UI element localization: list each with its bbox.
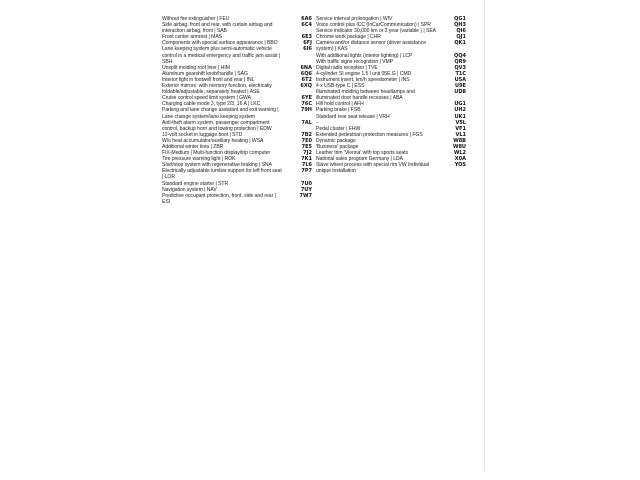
equipment-row (162, 168, 312, 180)
equipment-code: 6E3 (301, 34, 312, 41)
equipment-code: 7B2 (301, 131, 312, 138)
equipment-row (162, 193, 312, 205)
equipment-code: UH2 (454, 107, 466, 114)
equipment-code: 7UY (300, 186, 312, 193)
equipment-description: Extended pedestrian protection measures | FGS (316, 131, 423, 138)
equipment-code: 6T2 (301, 76, 312, 83)
equipment-row (316, 40, 466, 52)
equipment-description: Additional winter tires | ZBR (162, 143, 224, 150)
equipment-code: QG1 (454, 16, 466, 22)
equipment-description: Unsplit molding roof liner | HIM (162, 64, 230, 71)
equipment-code: VF1 (455, 125, 466, 132)
equipment-description: Leather trim 'Vienna' with top sports seats (316, 150, 409, 157)
equipment-description: Navigation system | NAV (162, 186, 217, 193)
equipment-code: 7K1 (301, 156, 312, 163)
equipment-code: 6I6 (303, 46, 312, 53)
equipment-code: 7E0 (301, 137, 312, 144)
equipment-description: Lane keeping system plus semi-automatic vehicle control in a medical emergency and traffic jam assist | SBH (162, 46, 281, 65)
equipment-description: Pedal cluster | FHW (316, 125, 361, 132)
equipment-description: 4-cylinder SI engine 1.5 l unit 05E.G | CMD (316, 70, 412, 77)
equipment-code: W8B (453, 137, 466, 144)
equipment-row (162, 83, 312, 95)
right-equipment-column (316, 16, 466, 174)
equipment-description: With additional lights (interior lighting) | LCP (316, 52, 413, 59)
equipment-code: T1C (455, 70, 466, 77)
equipment-row (162, 120, 312, 132)
equipment-description: Cruise control speed limit system | GWA (162, 95, 251, 102)
equipment-description: 4 x USB-type C | ESS (316, 83, 365, 90)
equipment-description: Parking and lane change assistant and exit warning | Lane change system/lane keeping system (162, 107, 279, 120)
equipment-row (316, 162, 466, 174)
equipment-code: 6NA (300, 64, 312, 71)
equipment-code: W8U (452, 143, 466, 150)
equipment-code: VL1 (455, 131, 466, 138)
equipment-description: Digital radio reception | TVE (316, 64, 378, 71)
equipment-code: 7P7 (301, 168, 312, 175)
equipment-description: Start/stop system with regenerative braking | SNA (162, 162, 272, 169)
equipment-code: 7AL (301, 119, 312, 126)
equipment-code: X0A (454, 156, 466, 163)
equipment-code: UG1 (454, 101, 466, 108)
equipment-code: QQ4 (454, 52, 466, 59)
document-page (160, 14, 484, 469)
equipment-description: Standard engine starter | STR (162, 180, 229, 187)
equipment-description: Instrument insert, km/h speedometer | INS (316, 76, 410, 83)
equipment-code: 6Q6 (300, 70, 312, 77)
equipment-description: Parking brake | FSB (316, 107, 361, 114)
equipment-code: QJ1 (456, 34, 466, 41)
equipment-code: V5L (455, 119, 466, 126)
equipment-code: 6YE (301, 95, 312, 102)
equipment-description: Voice control plus ICC (InCarCommunication) | SPR (316, 22, 431, 29)
equipment-description: Exterior mirrors: with memory function, electrically foldable/adjustable, separately heated | ASE (162, 83, 272, 96)
equipment-description: Dynamic package (316, 137, 356, 144)
equipment-row (162, 46, 312, 64)
equipment-code: QH3 (454, 22, 466, 29)
equipment-code: 7L6 (301, 162, 312, 169)
equipment-code: YOS (454, 162, 466, 169)
equipment-description: Tire pressure warning light | ROK (162, 156, 236, 163)
equipment-code: U9E (455, 83, 466, 90)
equipment-description: W/o heat accumulator/auxiliary heating | WSA (162, 137, 264, 144)
equipment-code: UD8 (454, 89, 466, 96)
equipment-description: 12-volt socket in luggage boot | STD (162, 131, 243, 138)
equipment-code: 6A6 (301, 16, 312, 22)
equipment-description: Charging cable mode 3, type 2/3, 16 A | LKC (162, 101, 261, 108)
equipment-description: Predictive occupant protection, front, side and rear | ESI (162, 192, 276, 205)
equipment-code: UK1 (454, 113, 466, 120)
equipment-description: Front center armrest | MAS (162, 34, 223, 41)
equipment-code: 79H (300, 107, 312, 114)
equipment-code: U5A (454, 76, 466, 83)
equipment-description: Side airbag, front and rear, with curtain airbag and interaction airbag, front | SAB (162, 22, 273, 35)
equipment-code: QR9 (454, 58, 466, 65)
equipment-code: QK1 (454, 40, 466, 47)
equipment-description: Slave wheel process with special rim VW Individual unique installation (316, 162, 430, 175)
equipment-description: Components with special surface appearance | BBO (162, 40, 278, 47)
equipment-description: Chrome work package | CHR (316, 34, 381, 41)
page-edge-divider (484, 0, 485, 470)
equipment-description: - (316, 119, 318, 126)
equipment-description: Electrically adjustable lumbar support for left front seat | LOR (162, 168, 282, 181)
equipment-description: Hill hold control | AFH (316, 101, 364, 108)
equipment-row (162, 107, 312, 119)
equipment-description: National sales program Germany | LDA (316, 156, 404, 163)
equipment-code: WL2 (453, 150, 466, 157)
equipment-code: 6FJ (303, 40, 312, 47)
equipment-description: FIX-Medium | Multi-function display/trip computer (162, 150, 271, 157)
equipment-code: QI6 (456, 28, 466, 35)
equipment-code: 7J2 (303, 150, 312, 157)
equipment-description: Anti-theft alarm system, passenger compartment control, backup horn and towing protection | EDW (162, 119, 272, 132)
left-equipment-column (162, 16, 312, 205)
equipment-code: QV3 (454, 64, 466, 71)
equipment-description: Service indicator 30,000 km or 2 year (variable ) | SEA (316, 28, 437, 35)
equipment-description: Camera and/or distance sensor (driver assistance system) | KAS (316, 40, 426, 53)
equipment-code: 7E5 (301, 143, 312, 150)
equipment-description: 'Business' package (316, 143, 359, 150)
equipment-description: With traffic signs recognition | VMP (316, 58, 393, 65)
equipment-code: 7W7 (299, 192, 312, 199)
equipment-code: 6XQ (300, 83, 312, 90)
equipment-description: Service interval prolongation | WIV (316, 16, 393, 22)
equipment-description: Without fire extinguisher | FEU (162, 16, 230, 22)
equipment-code: 6C4 (301, 22, 312, 29)
equipment-code: 7U0 (300, 180, 312, 187)
equipment-description: Interior light in footwell front and rear | INL (162, 76, 255, 83)
equipment-row (162, 22, 312, 34)
equipment-code: 76C (301, 101, 312, 108)
equipment-description: Standard rear seat release | VRH (316, 113, 390, 120)
equipment-description: Illuminated molding between headlamps and illuminated door handle recesses | ABA (316, 89, 415, 102)
equipment-row (316, 89, 466, 101)
equipment-description: Aluminum gearshift knob/handle | SAG (162, 70, 248, 77)
